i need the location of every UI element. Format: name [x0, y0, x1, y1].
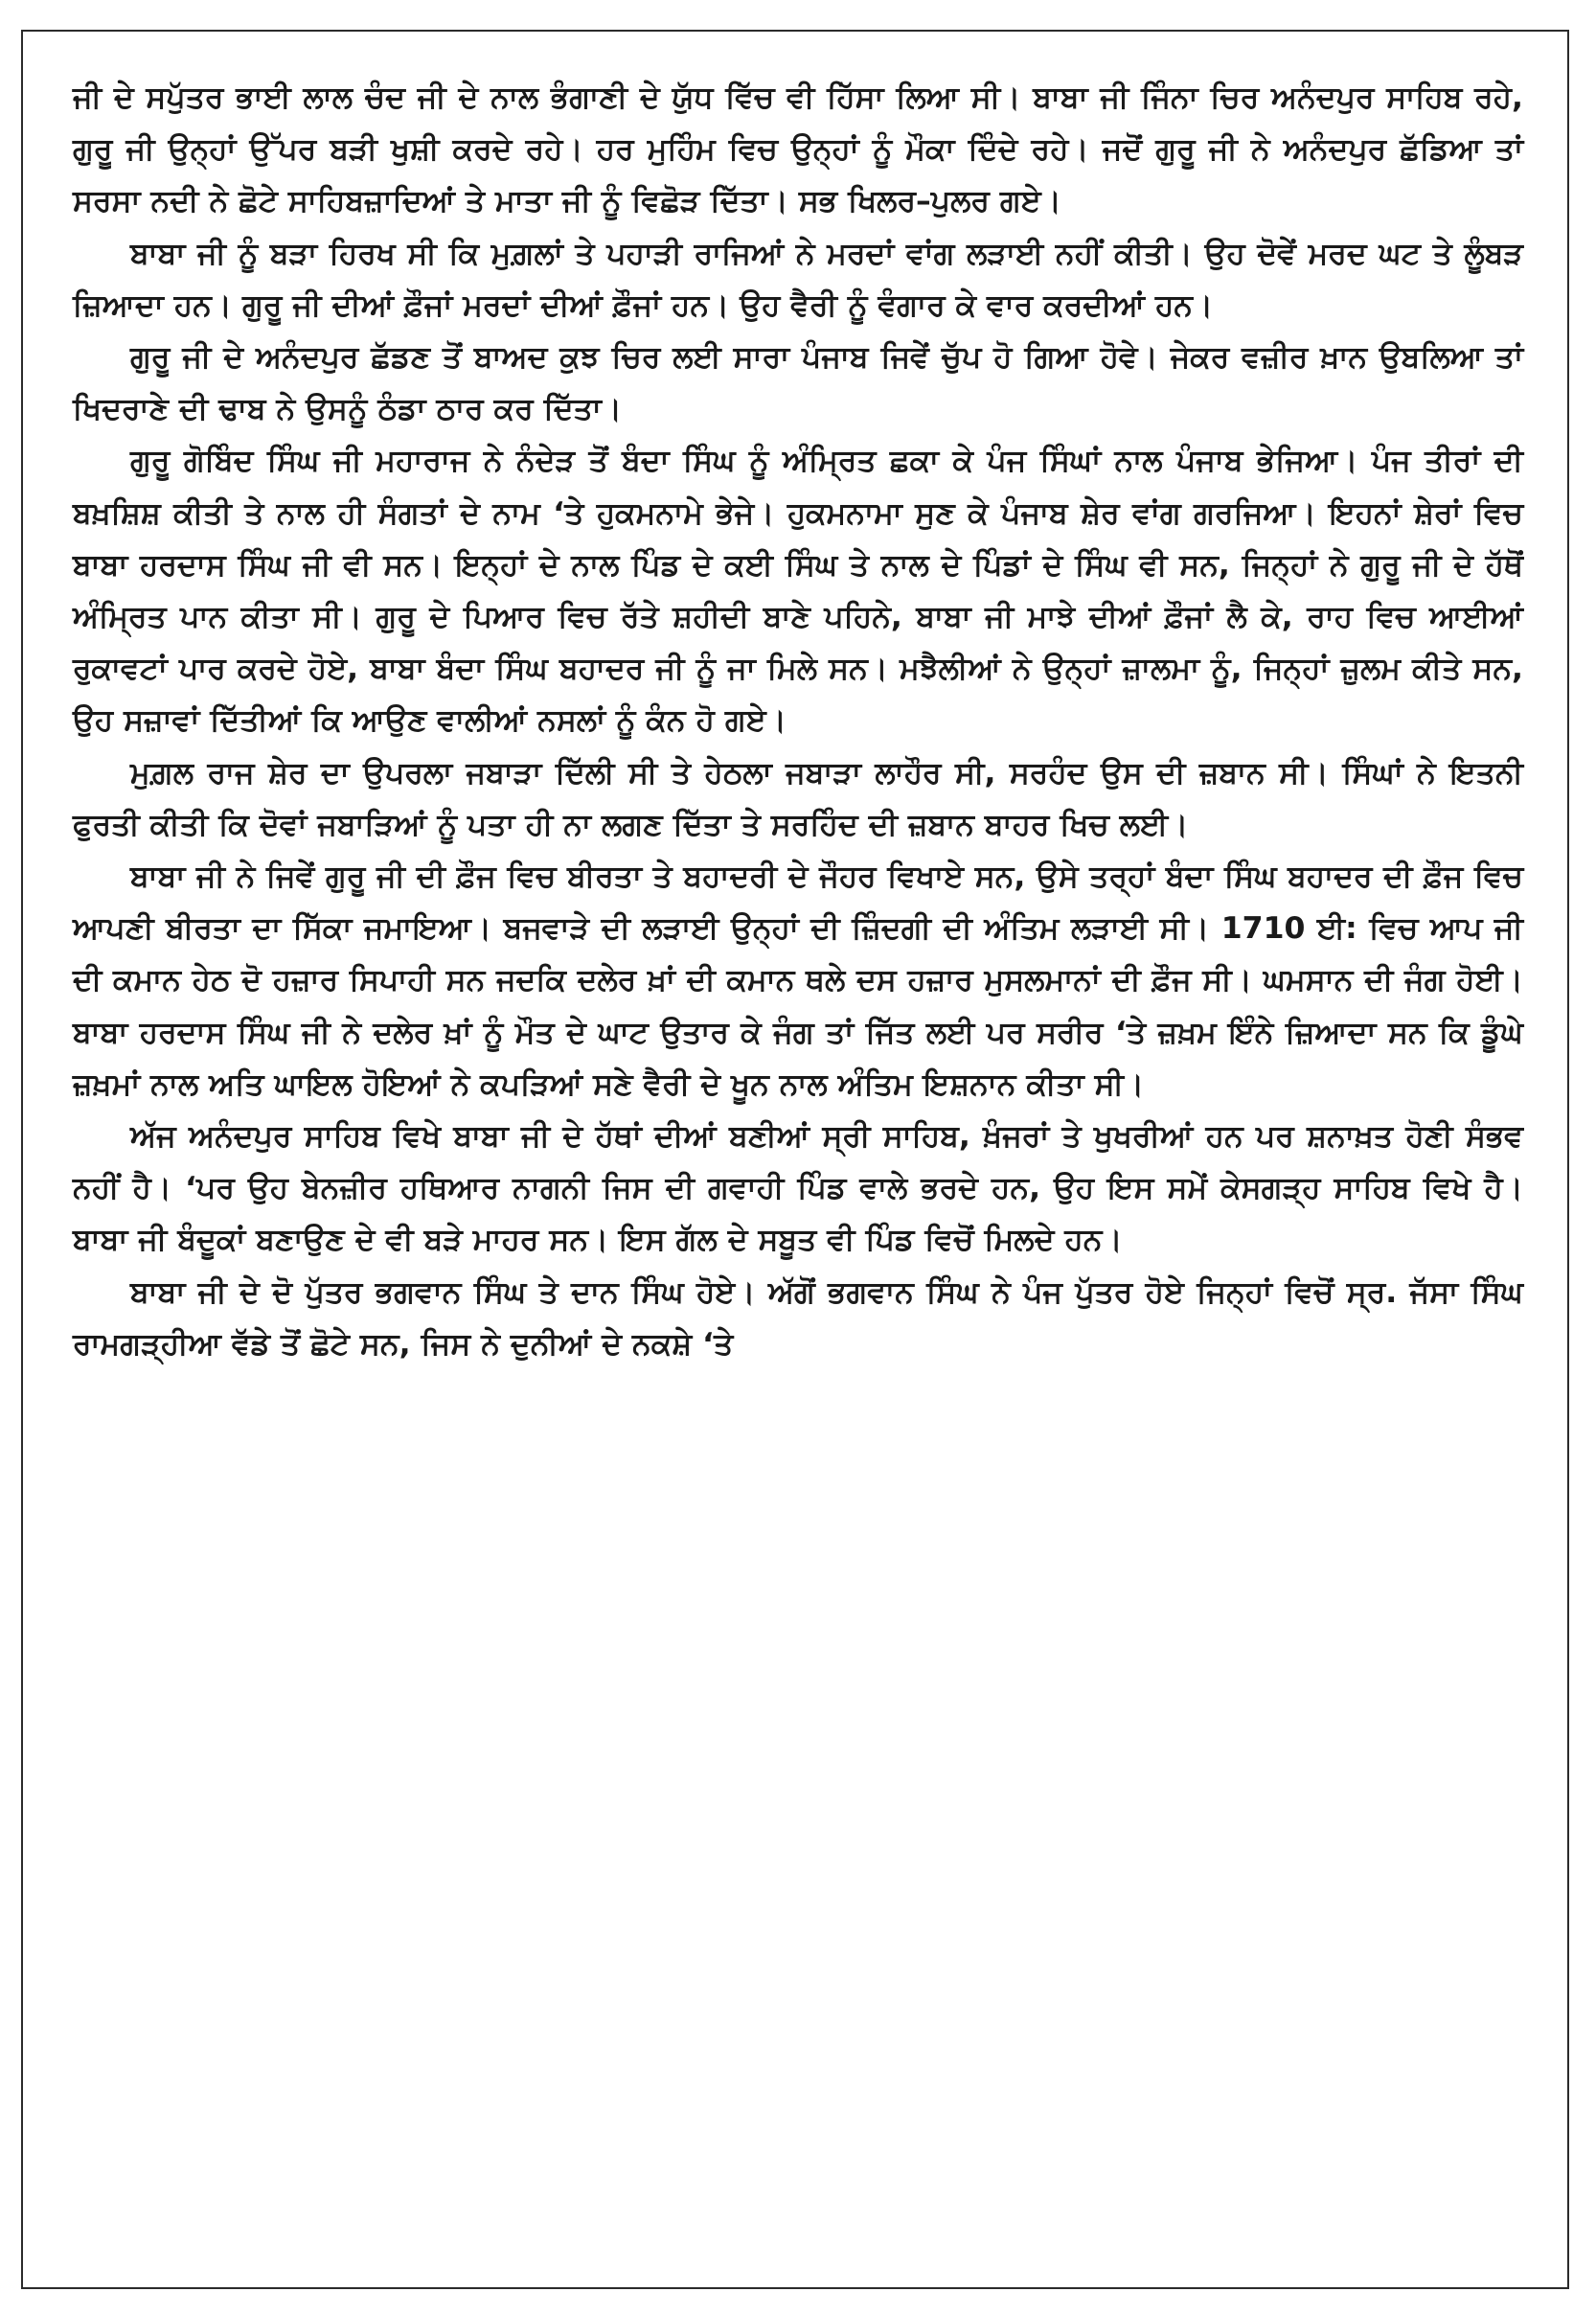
paragraph: ਜੀ ਦੇ ਸਪੁੱਤਰ ਭਾਈ ਲਾਲ ਚੰਦ ਜੀ ਦੇ ਨਾਲ ਭੰਗਾਣੀ ਦੇ ਯੁੱਧ ਵਿੱਚ ਵੀ ਹਿੱਸਾ ਲਿਆ ਸੀ। ਬਾਬਾ ਜੀ ਜਿੰਨਾ ਚਿਰ ਅਨੰਦਪੁਰ ਸਾਹਿਬ ਰਹੇ, ਗੁਰੂ ਜੀ ਉਨ੍ਹਾਂ ਉੱਪਰ ਬੜੀ ਖੁਸ਼ੀ ਕਰਦੇ ਰਹੇ। ਹਰ ਮੁਹਿੰਮ ਵਿਚ ਉਨ੍ਹਾਂ ਨੂੰ ਮੌਕਾ ਦਿੰਦੇ ਰਹੇ। ਜਦੋਂ ਗੁਰੂ ਜੀ ਨੇ ਅਨੰਦਪੁਰ ਛੱਡਿਆ ਤਾਂ ਸਰਸਾ ਨਦੀ ਨੇ ਛੋਟੇ ਸਾਹਿਬਜ਼ਾਦਿਆਂ ਤੇ ਮਾਤਾ ਜੀ ਨੂੰ ਵਿਛੋੜ ਦਿੱਤਾ। ਸਭ ਖਿਲਰ–ਪੁਲਰ ਗਏ। [73, 80, 1523, 219]
paragraph: ਬਾਬਾ ਜੀ ਦੇ ਦੋ ਪੁੱਤਰ ਭਗਵਾਨ ਸਿੰਘ ਤੇ ਦਾਨ ਸਿੰਘ ਹੋਏ। ਅੱਗੋਂ ਭਗਵਾਨ ਸਿੰਘ ਨੇ ਪੰਜ ਪੁੱਤਰ ਹੋਏ ਜਿਨ੍ਹਾਂ ਵਿਚੋਂ ਸ੍ਰ. ਜੱਸਾ ਸਿੰਘ ਰਾਮਗੜ੍ਹੀਆ ਵੱਡੇ ਤੋਂ ਛੋਟੇ ਸਨ, ਜਿਸ ਨੇ ਦੁਨੀਆਂ ਦੇ ਨਕਸ਼ੇ ‘ਤੇ [73, 1274, 1523, 1362]
paragraph: ਅੱਜ ਅਨੰਦਪੁਰ ਸਾਹਿਬ ਵਿਖੇ ਬਾਬਾ ਜੀ ਦੇ ਹੱਥਾਂ ਦੀਆਂ ਬਣੀਆਂ ਸ੍ਰੀ ਸਾਹਿਬ, ਖ਼ੰਜਰਾਂ ਤੇ ਖੁਖਰੀਆਂ ਹਨ ਪਰ ਸ਼ਨਾਖ਼ਤ ਹੋਣੀ ਸੰਭਵ ਨਹੀਂ ਹੈ। ‘ਪਰ ਉਹ ਬੇਨਜ਼ੀਰ ਹਥਿਆਰ ਨਾਗਨੀ ਜਿਸ ਦੀ ਗਵਾਹੀ ਪਿੰਡ ਵਾਲੇ ਭਰਦੇ ਹਨ, ਉਹ ਇਸ ਸਮੇਂ ਕੇਸਗੜ੍ਹ ਸਾਹਿਬ ਵਿਖੇ ਹੈ। ਬਾਬਾ ਜੀ ਬੰਦੂਕਾਂ ਬਣਾਉਣ ਦੇ ਵੀ ਬੜੇ ਮਾਹਰ ਸਨ। ਇਸ ਗੱਲ ਦੇ ਸਬੂਤ ਵੀ ਪਿੰਡ ਵਿਚੋਂ ਮਿਲਦੇ ਹਨ। [73, 1119, 1523, 1258]
paragraph: ਬਾਬਾ ਜੀ ਨੂੰ ਬੜਾ ਹਿਰਖ ਸੀ ਕਿ ਮੁਗ਼ਲਾਂ ਤੇ ਪਹਾੜੀ ਰਾਜਿਆਂ ਨੇ ਮਰਦਾਂ ਵਾਂਗ ਲੜਾਈ ਨਹੀਂ ਕੀਤੀ। ਉਹ ਦੋਵੇਂ ਮਰਦ ਘਟ ਤੇ ਲੂੰਬੜ ਜ਼ਿਆਦਾ ਹਨ। ਗੁਰੂ ਜੀ ਦੀਆਂ ਫ਼ੌਜਾਂ ਮਰਦਾਂ ਦੀਆਂ ਫ਼ੌਜਾਂ ਹਨ। ਉਹ ਵੈਰੀ ਨੂੰ ਵੰਗਾਰ ਕੇ ਵਾਰ ਕਰਦੀਆਂ ਹਨ। [73, 236, 1523, 323]
document-body [73, 72, 1523, 1370]
paragraph: ਗੁਰੂ ਗੋਬਿੰਦ ਸਿੰਘ ਜੀ ਮਹਾਰਾਜ ਨੇ ਨੰਦੇੜ ਤੋਂ ਬੰਦਾ ਸਿੰਘ ਨੂੰ ਅੰਮ੍ਰਿਤ ਛਕਾ ਕੇ ਪੰਜ ਸਿੰਘਾਂ ਨਾਲ ਪੰਜਾਬ ਭੇਜਿਆ। ਪੰਜ ਤੀਰਾਂ ਦੀ ਬਖ਼ਸ਼ਿਸ਼ ਕੀਤੀ ਤੇ ਨਾਲ ਹੀ ਸੰਗਤਾਂ ਦੇ ਨਾਮ ‘ਤੇ ਹੁਕਮਨਾਮੇ ਭੇਜੇ। ਹੁਕਮਨਾਮਾ ਸੁਣ ਕੇ ਪੰਜਾਬ ਸ਼ੇਰ ਵਾਂਗ ਗਰਜਿਆ। ਇਹਨਾਂ ਸ਼ੇਰਾਂ ਵਿਚ ਬਾਬਾ ਹਰਦਾਸ ਸਿੰਘ ਜੀ ਵੀ ਸਨ। ਇਨ੍ਹਾਂ ਦੇ ਨਾਲ ਪਿੰਡ ਦੇ ਕਈ ਸਿੰਘ ਤੇ ਨਾਲ ਦੇ ਪਿੰਡਾਂ ਦੇ ਸਿੰਘ ਵੀ ਸਨ, ਜਿਨ੍ਹਾਂ ਨੇ ਗੁਰੂ ਜੀ ਦੇ ਹੱਥੋਂ ਅੰਮ੍ਰਿਤ ਪਾਨ ਕੀਤਾ ਸੀ। ਗੁਰੂ ਦੇ ਪਿਆਰ ਵਿਚ ਰੱਤੇ ਸ਼ਹੀਦੀ ਬਾਣੇ ਪਹਿਨੇ, ਬਾਬਾ ਜੀ ਮਾਝੇ ਦੀਆਂ ਫ਼ੌਜਾਂ ਲੈ ਕੇ, ਰਾਹ ਵਿਚ ਆਈਆਂ ਰੁਕਾਵਟਾਂ ਪਾਰ ਕਰਦੇ ਹੋਏ, ਬਾਬਾ ਬੰਦਾ ਸਿੰਘ ਬਹਾਦਰ ਜੀ ਨੂੰ ਜਾ ਮਿਲੇ ਸਨ। ਮਝੈਲੀਆਂ ਨੇ ਉਨ੍ਹਾਂ ਜ਼ਾਲਮਾ ਨੂੰ, ਜਿਨ੍ਹਾਂ ਜ਼ੁਲਮ ਕੀਤੇ ਸਨ, ਉਹ ਸਜ਼ਾਵਾਂ ਦਿੱਤੀਆਂ ਕਿ ਆਉਣ ਵਾਲੀਆਂ ਨਸਲਾਂ ਨੂੰ ਕੰਨ ਹੋ ਗਏ। [73, 444, 1523, 739]
paragraph: ਬਾਬਾ ਜੀ ਨੇ ਜਿਵੇਂ ਗੁਰੂ ਜੀ ਦੀ ਫ਼ੌਜ ਵਿਚ ਬੀਰਤਾ ਤੇ ਬਹਾਦਰੀ ਦੇ ਜੌਹਰ ਵਿਖਾਏ ਸਨ, ਉਸੇ ਤਰ੍ਹਾਂ ਬੰਦਾ ਸਿੰਘ ਬਹਾਦਰ ਦੀ ਫ਼ੌਜ ਵਿਚ ਆਪਣੀ ਬੀਰਤਾ ਦਾ ਸਿੱਕਾ ਜਮਾਇਆ। ਬਜਵਾੜੇ ਦੀ ਲੜਾਈ ਉਨ੍ਹਾਂ ਦੀ ਜ਼ਿੰਦਗੀ ਦੀ ਅੰਤਿਮ ਲੜਾਈ ਸੀ। 1710 ਈ: ਵਿਚ ਆਪ ਜੀ ਦੀ ਕਮਾਨ ਹੇਠ ਦੋ ਹਜ਼ਾਰ ਸਿਪਾਹੀ ਸਨ ਜਦਕਿ ਦਲੇਰ ਖ਼ਾਂ ਦੀ ਕਮਾਨ ਥਲੇ ਦਸ ਹਜ਼ਾਰ ਮੁਸਲਮਾਨਾਂ ਦੀ ਫ਼ੌਜ ਸੀ। ਘਮਸਾਨ ਦੀ ਜੰਗ ਹੋਈ। ਬਾਬਾ ਹਰਦਾਸ ਸਿੰਘ ਜੀ ਨੇ ਦਲੇਰ ਖ਼ਾਂ ਨੂੰ ਮੌਤ ਦੇ ਘਾਟ ਉਤਾਰ ਕੇ ਜੰਗ ਤਾਂ ਜਿੱਤ ਲਈ ਪਰ ਸਰੀਰ ‘ਤੇ ਜ਼ਖ਼ਮ ਇੰਨੇ ਜ਼ਿਆਦਾ ਸਨ ਕਿ ਡੂੰਘੇ ਜ਼ਖ਼ਮਾਂ ਨਾਲ ਅਤਿ ਘਾਇਲ ਹੋਇਆਂ ਨੇ ਕਪੜਿਆਂ ਸਣੇ ਵੈਰੀ ਦੇ ਖੂਨ ਨਾਲ ਅੰਤਿਮ ਇਸ਼ਨਾਨ ਕੀਤਾ ਸੀ। [73, 860, 1523, 1102]
page-frame [21, 30, 1569, 2289]
paragraph: ਮੁਗ਼ਲ ਰਾਜ ਸ਼ੇਰ ਦਾ ਉਪਰਲਾ ਜਬਾੜਾ ਦਿੱਲੀ ਸੀ ਤੇ ਹੇਠਲਾ ਜਬਾੜਾ ਲਾਹੌਰ ਸੀ, ਸਰਹੰਦ ਉਸ ਦੀ ਜ਼ਬਾਨ ਸੀ। ਸਿੰਘਾਂ ਨੇ ਇਤਨੀ ਫੁਰਤੀ ਕੀਤੀ ਕਿ ਦੋਵਾਂ ਜਬਾੜਿਆਂ ਨੂੰ ਪਤਾ ਹੀ ਨਾ ਲਗਣ ਦਿੱਤਾ ਤੇ ਸਰਹਿੰਦ ਦੀ ਜ਼ਬਾਨ ਬਾਹਰ ਖਿਚ ਲਈ। [73, 755, 1523, 842]
paragraph: ਗੁਰੂ ਜੀ ਦੇ ਅਨੰਦਪੁਰ ਛੱਡਣ ਤੋਂ ਬਾਅਦ ਕੁਝ ਚਿਰ ਲਈ ਸਾਰਾ ਪੰਜਾਬ ਜਿਵੇਂ ਚੁੱਪ ਹੋ ਗਿਆ ਹੋਵੇ। ਜੇਕਰ ਵਜ਼ੀਰ ਖ਼ਾਨ ਉਬਲਿਆ ਤਾਂ ਖਿਦਰਾਣੇ ਦੀ ਢਾਬ ਨੇ ਉਸਨੂੰ ਠੰਡਾ ਠਾਰ ਕਰ ਦਿੱਤਾ। [73, 340, 1523, 427]
